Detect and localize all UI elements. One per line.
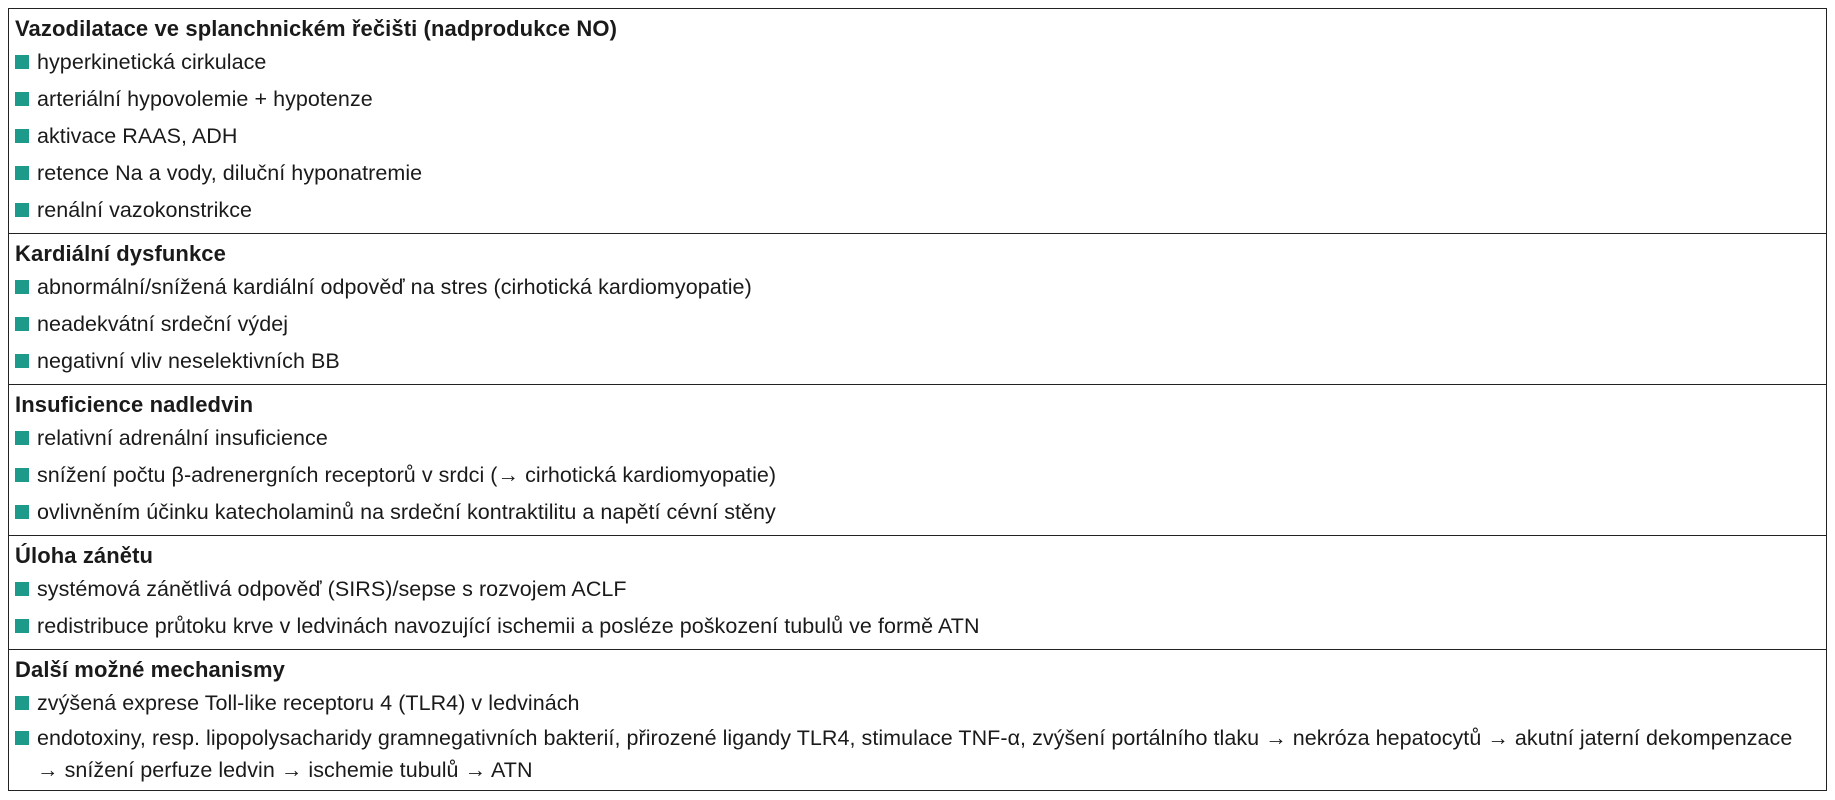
section-title: Další možné mechanismy [15,657,285,682]
list-item-text: hyperkinetická cirkulace [37,50,267,74]
table-section-cardiac-dysfunction [9,234,1826,385]
list-item [15,571,1826,608]
square-bullet-icon [15,203,29,217]
list-item [15,118,1826,155]
list-item [15,608,1826,645]
table-section-other-mechanisms [9,650,1826,790]
list-item-text: ovlivněním účinku katecholaminů na srdeční kontraktilitu a napětí cévní stěny [37,500,776,524]
section-title: Insuficience nadledvin [15,392,254,417]
section-title: Vazodilatace ve splanchnickém řečišti (nadprodukce NO) [15,16,618,41]
table-section-inflammation [9,536,1826,650]
square-bullet-icon [15,280,29,294]
list-item [15,685,1826,722]
section-title: Úloha zánětu [15,543,154,568]
table-section-vasodilatation [9,9,1826,234]
square-bullet-icon [15,696,29,710]
list-item [15,457,1826,494]
square-bullet-icon [15,166,29,180]
list-item-text: renální vazokonstrikce [37,198,253,222]
square-bullet-icon [15,55,29,69]
square-bullet-icon [15,129,29,143]
mechanisms-table [8,8,1827,791]
square-bullet-icon [15,92,29,106]
list-item [15,155,1826,192]
list-item-text: aktivace RAAS, ADH [37,124,238,148]
square-bullet-icon [15,317,29,331]
square-bullet-icon [15,431,29,445]
list-item-text: redistribuce průtoku krve v ledvinách navozující ischemii a posléze poškození tubulů ve formě ATN [37,614,980,638]
section-title: Kardiální dysfunkce [15,241,226,266]
list-item [15,420,1826,457]
square-bullet-icon [15,505,29,519]
list-item-text: endotoxiny, resp. lipopolysacharidy gramnegativních bakterií, přirozené ligandy TLR4, stimulace TNF-α, zvýšení portálního tlaku → nekróza hepatocytů → akutní jaterní dekompenzace → snížení perfuze ledvin → ischemie tubulů → ATN [37,726,1793,782]
list-item [15,343,1826,380]
list-item [15,44,1826,81]
list-item [15,722,1826,786]
list-item-text: negativní vliv neselektivních BB [37,349,340,373]
table-section-adrenal-insufficiency [9,385,1826,536]
list-item [15,81,1826,118]
list-item [15,494,1826,531]
list-item [15,192,1826,229]
square-bullet-icon [15,468,29,482]
list-item-text: relativní adrenální insuficience [37,426,328,450]
list-item-text: snížení počtu β-adrenergních receptorů v srdci (→ cirhotická kardiomyopatie) [37,463,777,487]
square-bullet-icon [15,731,29,745]
square-bullet-icon [15,582,29,596]
list-item-text: zvýšená exprese Toll-like receptoru 4 (TLR4) v ledvinách [37,691,580,715]
list-item-text: retence Na a vody, diluční hyponatremie [37,161,423,185]
square-bullet-icon [15,619,29,633]
list-item-text: arteriální hypovolemie + hypotenze [37,87,373,111]
list-item-text: neadekvátní srdeční výdej [37,312,289,336]
list-item-text: systémová zánětlivá odpověď (SIRS)/sepse s rozvojem ACLF [37,577,627,601]
list-item [15,269,1826,306]
list-item [15,306,1826,343]
list-item-text: abnormální/snížená kardiální odpověď na stres (cirhotická kardiomyopatie) [37,275,752,299]
square-bullet-icon [15,354,29,368]
